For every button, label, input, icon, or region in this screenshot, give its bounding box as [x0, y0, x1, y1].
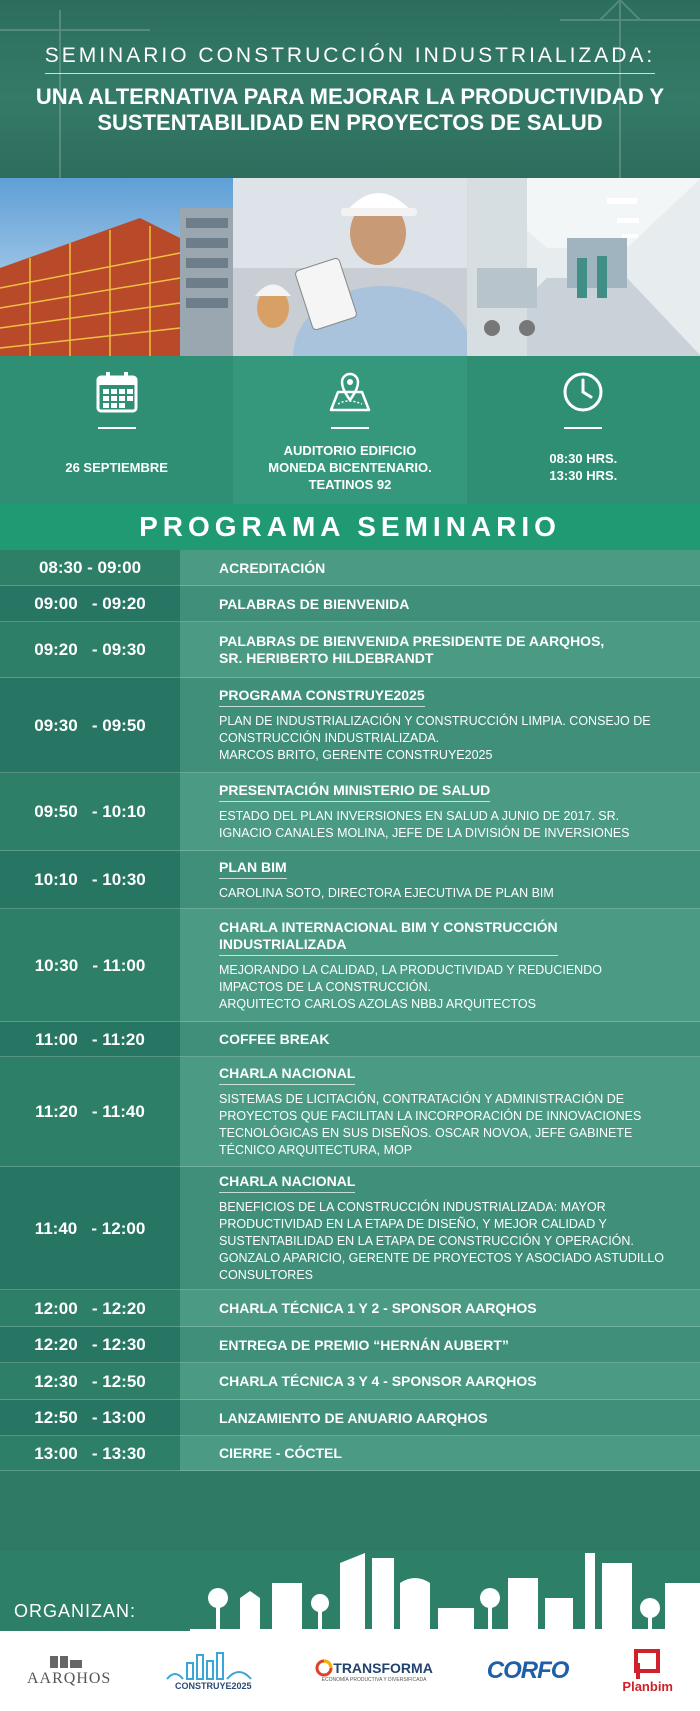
schedule-time: 12:00 - 12:20	[0, 1290, 180, 1327]
clock-icon	[561, 370, 605, 414]
schedule-detail: MEJORANDO LA CALIDAD, LA PRODUCTIVIDAD Y REDUCIENDO IMPACTOS DE LA CONSTRUCCIÓN. ARQUITECTO CARLOS AZOLAS NBBJ ARQUITECTOS	[219, 962, 602, 1011]
organizers-label: ORGANIZAN:	[14, 1601, 137, 1621]
transforma-text: TRANSFORMA	[333, 1660, 433, 1676]
building-photo	[0, 178, 233, 356]
schedule-title: ACREDITACIÓN	[219, 559, 326, 576]
schedule-detail: SISTEMAS DE LICITACIÓN, CONTRATACIÓN Y ADMINISTRACIÓN DE PROYECTOS QUE FACILITAN LA INCORPORACIÓN DE INNOVACIONES TECNOLÓGICAS EN SUS DISEÑOS. OSCAR NOVOA, JEFE GABINETE TÉCNICO ARQUITECTURA, MOP	[219, 1092, 642, 1157]
schedule-description	[180, 909, 700, 1022]
schedule-time: 12:50 - 13:00	[0, 1400, 180, 1436]
schedule-description	[180, 1327, 700, 1363]
corfo-logo	[487, 1657, 569, 1685]
construye-skyline-icon	[165, 1651, 261, 1681]
organizers-band	[0, 1551, 700, 1631]
schedule-row	[0, 1436, 700, 1471]
date-divider	[98, 427, 136, 429]
header-subtitle: SEMINARIO CONSTRUCCIÓN INDUSTRIALIZADA:	[44, 44, 656, 67]
schedule-row	[0, 1290, 700, 1327]
date-text: 26 SEPTIEMBRE	[65, 459, 168, 475]
program-schedule	[0, 550, 700, 1551]
schedule-title: CHARLA NACIONAL	[219, 1065, 355, 1085]
schedule-row	[0, 1327, 700, 1363]
schedule-row	[0, 1167, 700, 1290]
transforma-logo	[315, 1659, 433, 1683]
schedule-title: LANZAMIENTO DE ANUARIO AARQHOS	[219, 1409, 488, 1426]
construye-text: CONSTRUYE2025	[175, 1681, 252, 1691]
venue-divider	[331, 427, 369, 429]
construye-logo	[165, 1651, 261, 1691]
date-info	[0, 356, 233, 504]
schedule-time: 10:30 - 11:00	[0, 909, 180, 1022]
schedule-description	[180, 586, 700, 622]
schedule-title: PALABRAS DE BIENVENIDA	[219, 595, 410, 612]
row-divider	[0, 1470, 700, 1471]
hospital-photo	[467, 178, 700, 356]
header-title-line1: UNA ALTERNATIVA PARA MEJORAR LA PRODUCTIVIDAD Y	[35, 84, 665, 109]
schedule-detail: BENEFICIOS DE LA CONSTRUCCIÓN INDUSTRIALIZADA: MAYOR PRODUCTIVIDAD EN LA ETAPA DE DISEÑO, Y MEJOR CALIDAD Y SUSTENTABILIDAD EN LA ETAPA DE CONSTRUCCIÓN Y OPERACIÓN. GONZALO APARICIO, GERENTE DE PROYECTOS Y ASOCIADO ASTUDILLO CONSULTORES	[219, 1200, 665, 1282]
schedule-description	[180, 1167, 700, 1290]
planbim-text: Planbim	[622, 1678, 673, 1694]
schedule-title: CHARLA NACIONAL	[219, 1173, 355, 1193]
aarqhos-logo	[27, 1654, 111, 1688]
schedule-time: 09:20 - 09:30	[0, 622, 180, 678]
aarqhos-text: AARQHOS	[26, 1670, 112, 1687]
schedule-description	[180, 1400, 700, 1436]
corfo-text: CORFO	[486, 1657, 569, 1684]
schedule-detail: ESTADO DEL PLAN INVERSIONES EN SALUD A JUNIO DE 2017. SR. IGNACIO CANALES MOLINA, JEFE DE LA DIVISIÓN DE INVERSIONES	[219, 809, 630, 840]
time-line1: 08:30 HRS.	[549, 451, 618, 466]
schedule-time: 11:20 - 11:40	[0, 1057, 180, 1167]
schedule-description	[180, 550, 700, 586]
time-line2: 13:30 HRS.	[549, 468, 618, 483]
schedule-time: 08:30 - 09:00	[0, 550, 180, 586]
header-divider	[45, 73, 655, 74]
schedule-time: 11:40 - 12:00	[0, 1167, 180, 1290]
schedule-title: CHARLA TÉCNICA 1 Y 2 - SPONSOR AARQHOS	[219, 1300, 537, 1316]
schedule-title: CHARLA INTERNACIONAL BIM Y CONSTRUCCIÓN INDUSTRIALIZADA	[219, 919, 558, 956]
map-pin-icon	[328, 370, 372, 414]
city-skyline	[190, 1553, 700, 1631]
engineer-photo	[233, 178, 466, 356]
schedule-detail: PLAN DE INDUSTRIALIZACIÓN Y CONSTRUCCIÓN LIMPIA. CONSEJO DE CONSTRUCCIÓN INDUSTRIALIZADA. MARCOS BRITO, GERENTE CONSTRUYE2025	[219, 714, 651, 762]
schedule-row	[0, 1400, 700, 1436]
event-info	[0, 356, 700, 504]
venue-text	[243, 440, 456, 494]
schedule-title: PLAN BIM	[219, 859, 287, 879]
schedule-title: PRESENTACIÓN MINISTERIO DE SALUD	[219, 782, 490, 802]
schedule-description	[180, 1022, 700, 1057]
time-text	[477, 440, 690, 494]
schedule-description	[180, 678, 700, 773]
schedule-title: COFFEE BREAK	[219, 1031, 330, 1047]
schedule-description	[180, 1057, 700, 1167]
schedule-time: 12:20 - 12:30	[0, 1327, 180, 1363]
schedule-row	[0, 622, 700, 678]
schedule-description	[180, 622, 700, 678]
schedule-description	[180, 1290, 700, 1327]
schedule-row	[0, 851, 700, 909]
sponsor-logos	[0, 1631, 700, 1711]
schedule-description	[180, 1363, 700, 1400]
schedule-title: ENTREGA DE PREMIO “HERNÁN AUBERT”	[219, 1336, 509, 1353]
planbim-logo	[622, 1649, 673, 1694]
transforma-subtext: ECONOMÍA PRODUCTIVA Y DIVERSIFICADA	[321, 1677, 427, 1683]
schedule-row	[0, 909, 700, 1022]
schedule-description	[180, 851, 700, 909]
venue-line2: MONEDA BICENTENARIO.	[268, 459, 432, 475]
photo-strip	[0, 178, 700, 356]
schedule-time: 13:00 - 13:30	[0, 1436, 180, 1471]
program-title: PROGRAMA SEMINARIO	[0, 504, 700, 550]
schedule-time: 09:50 - 10:10	[0, 773, 180, 851]
schedule-detail: CAROLINA SOTO, DIRECTORA EJECUTIVA DE PLAN BIM	[219, 885, 554, 900]
schedule-description	[180, 773, 700, 851]
schedule-row	[0, 1057, 700, 1167]
schedule-title: CIERRE - CÓCTEL	[219, 1445, 342, 1461]
time-divider	[564, 427, 602, 429]
schedule-time: 12:30 - 12:50	[0, 1363, 180, 1400]
header	[0, 0, 700, 178]
schedule-title: PROGRAMA CONSTRUYE2025	[219, 687, 425, 707]
schedule-row	[0, 550, 700, 586]
schedule-time: 11:00 - 11:20	[0, 1022, 180, 1057]
time-info	[467, 356, 700, 504]
transforma-circle-icon	[315, 1659, 333, 1677]
aarqhos-mark-icon	[50, 1654, 84, 1670]
schedule-time: 09:30 - 09:50	[0, 678, 180, 773]
schedule-time: 10:10 - 10:30	[0, 851, 180, 909]
planbim-mark-icon	[633, 1649, 663, 1679]
venue-line3: TEATINOS 92	[308, 476, 392, 492]
schedule-time: 09:00 - 09:20	[0, 586, 180, 622]
schedule-title: CHARLA TÉCNICA 3 Y 4 - SPONSOR AARQHOS	[219, 1373, 537, 1389]
schedule-title: PALABRAS DE BIENVENIDA PRESIDENTE DE AARQHOS, SR. HERIBERTO HILDEBRANDT	[219, 633, 605, 666]
venue-info	[233, 356, 466, 504]
schedule-row	[0, 773, 700, 851]
calendar-icon	[95, 370, 139, 414]
schedule-row	[0, 1363, 700, 1400]
venue-line1: AUDITORIO EDIFICIO	[283, 442, 417, 458]
schedule-description	[180, 1436, 700, 1471]
header-title	[0, 84, 700, 136]
schedule-row	[0, 678, 700, 773]
header-title-line2: SUSTENTABILIDAD EN PROYECTOS DE SALUD	[97, 110, 603, 135]
schedule-row	[0, 586, 700, 622]
schedule-row	[0, 1022, 700, 1057]
